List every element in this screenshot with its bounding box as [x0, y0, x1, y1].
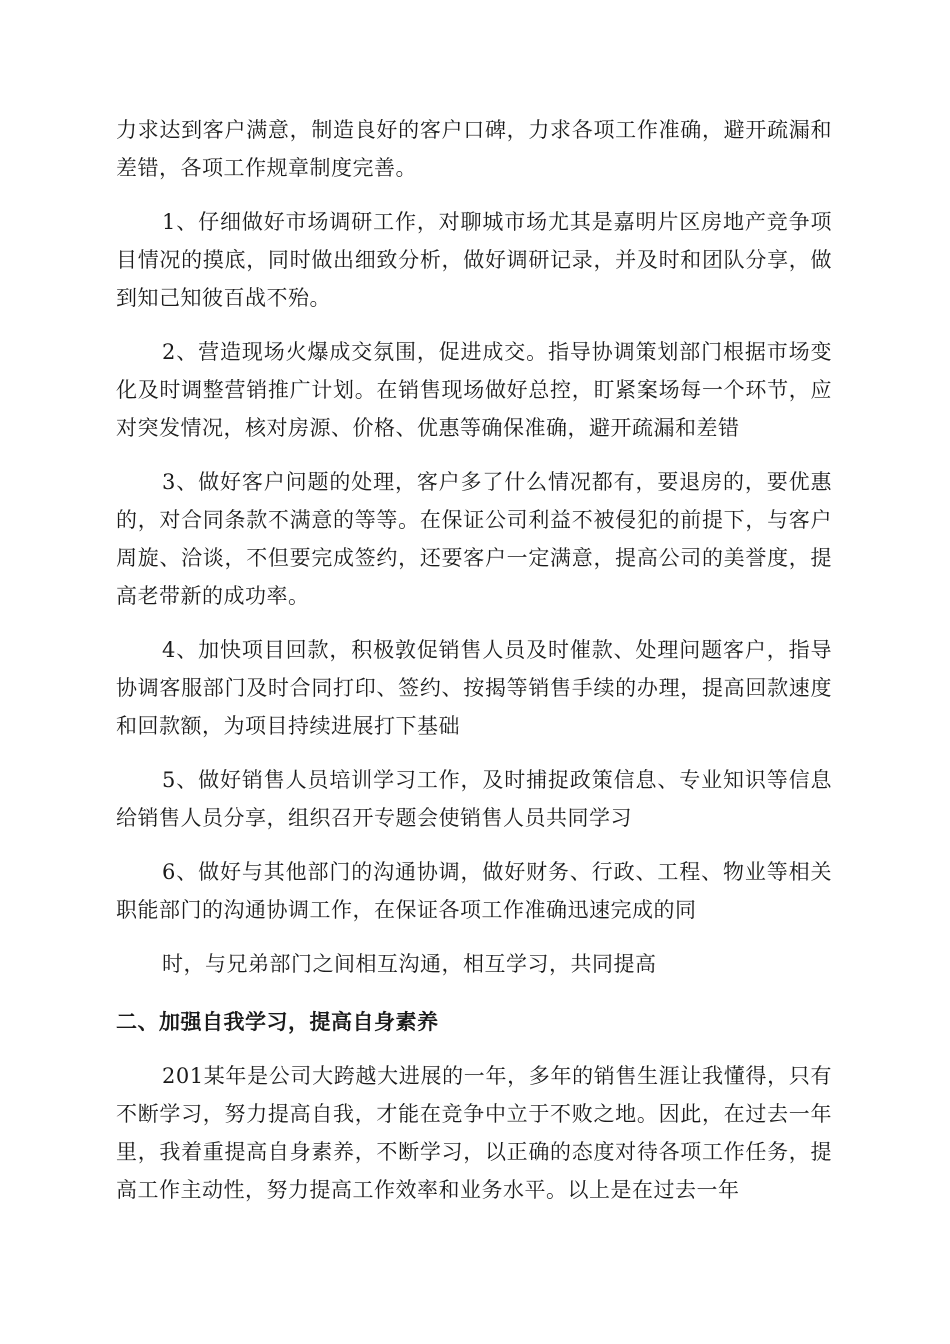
intro-paragraph-block — [116, 111, 832, 187]
item-5-block — [116, 761, 832, 837]
item-4-block — [116, 631, 832, 745]
item-2-block — [116, 333, 832, 447]
intro-paragraph: 力求达到客户满意，制造良好的客户口碑，力求各项工作准确，避开疏漏和差错，各项工作规章制度完善。 — [116, 118, 832, 180]
item-4-paragraph: 4、加快项目回款，积极敦促销售人员及时催款、处理问题客户，指导协调客服部门及时合同打印、签约、按揭等销售手续的办理，提高回款速度和回款额，为项目持续进展打下基础 — [116, 638, 832, 738]
item-5-paragraph: 5、做好销售人员培训学习工作，及时捕捉政策信息、专业知识等信息给销售人员分享，组织召开专题会使销售人员共同学习 — [116, 768, 832, 830]
item-6-block — [116, 853, 832, 929]
section-2-heading-block — [116, 1003, 832, 1041]
section-heading: 二、加强自我学习，提高自身素养 — [116, 1010, 439, 1034]
item-3-paragraph: 3、做好客户问题的处理，客户多了什么情况都有，要退房的，要优惠的，对合同条款不满意的等等。在保证公司利益不被侵犯的前提下，与客户周旋、洽谈，不但要完成签约，还要客户一定满意，提高公司的美誉度，提高老带新的成功率。 — [116, 470, 832, 608]
item-1-paragraph: 1、仔细做好市场调研工作，对聊城市场尤其是嘉明片区房地产竞争项目情况的摸底，同时做出细致分析，做好调研记录，并及时和团队分享，做到知己知彼百战不殆。 — [116, 210, 832, 310]
section-2-body-block — [116, 1057, 832, 1209]
item-6-paragraph: 6、做好与其他部门的沟通协调，做好财务、行政、工程、物业等相关职能部门的沟通协调工作，在保证各项工作准确迅速完成的同 — [116, 860, 832, 922]
item-6-continuation: 时，与兄弟部门之间相互沟通，相互学习，共同提高 — [162, 952, 657, 976]
item-2-paragraph: 2、营造现场火爆成交氛围，促进成交。指导协调策划部门根据市场变化及时调整营销推广计划。在销售现场做好总控，盯紧案场每一个环节，应对突发情况，核对房源、价格、优惠等确保准确，避开疏漏和差错 — [116, 340, 832, 440]
item-3-block — [116, 463, 832, 615]
item-1-block — [116, 203, 832, 317]
section-body-paragraph: 201某年是公司大跨越大进展的一年，多年的销售生涯让我懂得，只有不断学习，努力提高自我，才能在竞争中立于不败之地。因此，在过去一年里，我着重提高自身素养，不断学习，以正确的态度对待各项工作任务，提高工作主动性，努力提高工作效率和业务水平。以上是在过去一年 — [116, 1064, 832, 1202]
item-6-continuation-block — [116, 945, 832, 983]
